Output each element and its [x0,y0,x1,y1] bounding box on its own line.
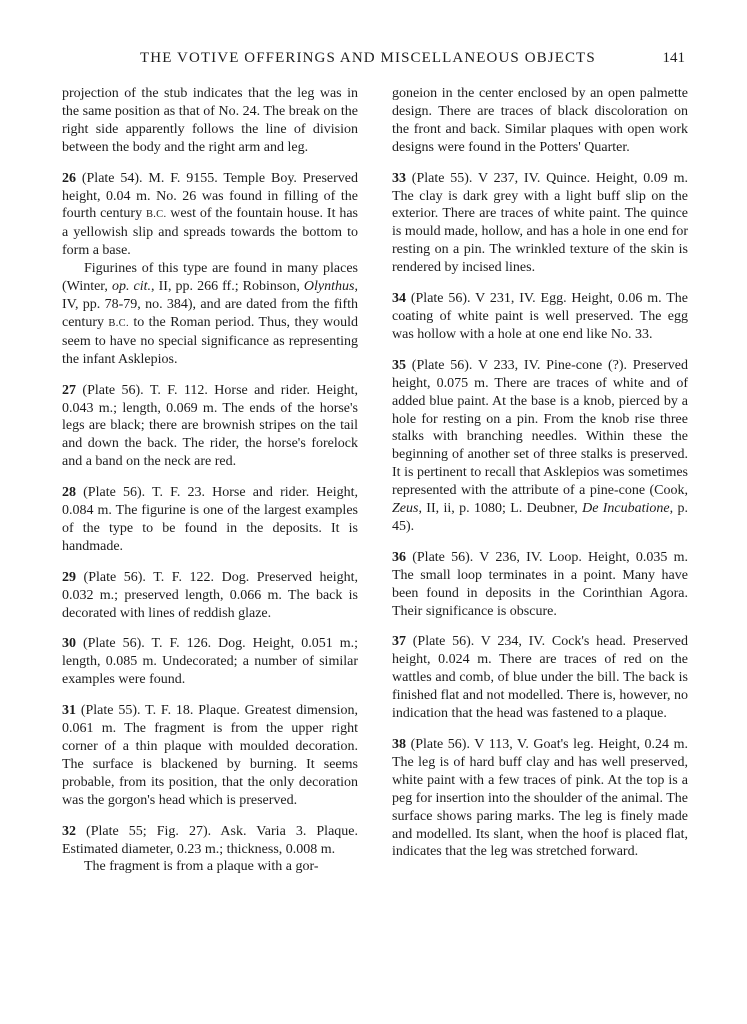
entry-38: 38 (Plate 56). V 113, V. Goat's leg. Height, 0.24 m. The leg is of hard buff clay and has well preserved, white paint with a few traces of pink. At the top is a peg for insertion into the shoulder of the animal. The surface shows paring marks. The leg is finely made and modelled. Its slant, when the hoof is placed flat, indicates that the leg was stretched forward. [392,737,689,860]
entry-27: 27 (Plate 56). T. F. 112. Horse and rider. Height, 0.043 m.; length, 0.069 m. The ends of the horse's legs are black; there are brownish stripes on the tail and down the back. The rider, the horse's forelock and a band on the neck are red. [62,382,358,470]
entry-28: 28 (Plate 56). T. F. 23. Horse and rider. Height, 0.084 m. The figurine is one of the largest examples of the type to be found in the deposits. It is handmade. [62,485,358,554]
entry-37: 37 (Plate 56). V 234, IV. Cock's head. Preserved height, 0.024 m. There are traces of red on the wattles and comb, of blue under the bill. The back is finished flat and not modelled. There is, however, no indication that the head was fastened to a plaque. [392,634,688,722]
running-header [60,50,685,72]
entry-32: 32 (Plate 55; Fig. 27). Ask. Varia 3. Plaque. Estimated diameter, 0.23 m.; thickness, 0.008 m. [62,823,358,857]
running-title: THE VOTIVE OFFERINGS AND MISCELLANEOUS OBJECTS [140,50,596,66]
entry-number: 31 [62,703,76,719]
left-column [62,85,358,889]
right-column [392,85,688,874]
entry-35: 35 (Plate 56). V 233, IV. Pine-cone (?). Preserved height, 0.075 m. There are traces of white and of added blue paint. At the base is a knob, pierced by a hole for resting on a pin. From the knob rise three stalks with branching needles. Within these the beginning of another set of three stalks is preserved. It is pertinent to recall that Asklepios was sometimes represented with the attribute of a pine-cone (Cook, Zeus, II, ii, p. 1080; L. Deubner, De Incubatione, p. 45). [392,357,688,534]
entry-30: 30 (Plate 56). T. F. 126. Dog. Height, 0.051 m.; length, 0.085 m. Undecorated; a number of similar examples were found. [62,636,358,688]
figurines-paragraph: Figurines of this type are found in many places (Winter, op. cit., II, pp. 266 ff.; Robinson, Olynthus, IV, pp. 78-79, no. 384), and are dated from the fifth century B.C. to the Roman period. Thus, they would seem to have no special significance as representing the infant Asklepios. [62,261,358,367]
entry-31: 31 (Plate 55). T. F. 18. Plaque. Greatest dimension, 0.061 m. The fragment is from the upper right corner of a thin plaque with moulded decoration. The surface is blackened by burning. It seems probable, from its position, that the only decoration was the gorgon's head which is preserved. [62,703,358,808]
entry-number: 26 [62,170,76,186]
entry-number: 33 [392,170,406,186]
entry-number: 34 [392,291,406,307]
entry-number: 28 [62,485,76,501]
entry-number: 29 [62,569,76,585]
entry-number: 30 [62,636,76,652]
entry-29: 29 (Plate 56). T. F. 122. Dog. Preserved height, 0.032 m.; preserved length, 0.066 m. The back is decorated with lines of reddish glaze. [62,569,358,621]
entry-34: 34 (Plate 56). V 231, IV. Egg. Height, 0.06 m. The coating of white paint is well preserved. The egg was hollow with a hole at one end like No. 33. [392,291,688,342]
entry-36: 36 (Plate 56). V 236, IV. Loop. Height, 0.035 m. The small loop terminates in a point. Many have been found in deposits in the Corinthian Agora. Their significance is obscure. [392,549,688,619]
entry-number: 32 [62,823,76,839]
entry-32-continued: The fragment is from a plaque with a gor- [84,859,319,875]
entry-number: 38 [392,737,406,752]
entry-26: 26 (Plate 54). M. F. 9155. Temple Boy. Preserved height, 0.04 m. No. 26 was found in filling of the fourth century B.C. west of the fountain house. It has a yellowish slip and spreads towards the bottom to form a base. [62,170,358,259]
page-number: 141 [662,50,685,66]
paragraph-continued: projection of the stub indicates that the leg was in the same position as that of No. 24. The break on the right side apparently follows the line of division between the body and the right arm and leg. [62,86,358,155]
entry-number: 36 [392,549,406,565]
entry-32-continued-right: goneion in the center enclosed by an open palmette design. There are traces of black discoloration on the front and back. Similar plaques with open work designs were found in the Potters' Quarter. [392,86,688,155]
entry-number: 27 [62,382,76,398]
entry-33: 33 (Plate 55). V 237, IV. Quince. Height, 0.09 m. The clay is dark grey with a light buff slip on the exterior. There are traces of white paint. The quince is mould made, hollow, and has a hole in one end for resting on a pin. The wrinkled texture of the skin is rendered by incised lines. [392,170,688,276]
entry-number: 37 [392,634,406,650]
entry-number: 35 [392,357,406,373]
